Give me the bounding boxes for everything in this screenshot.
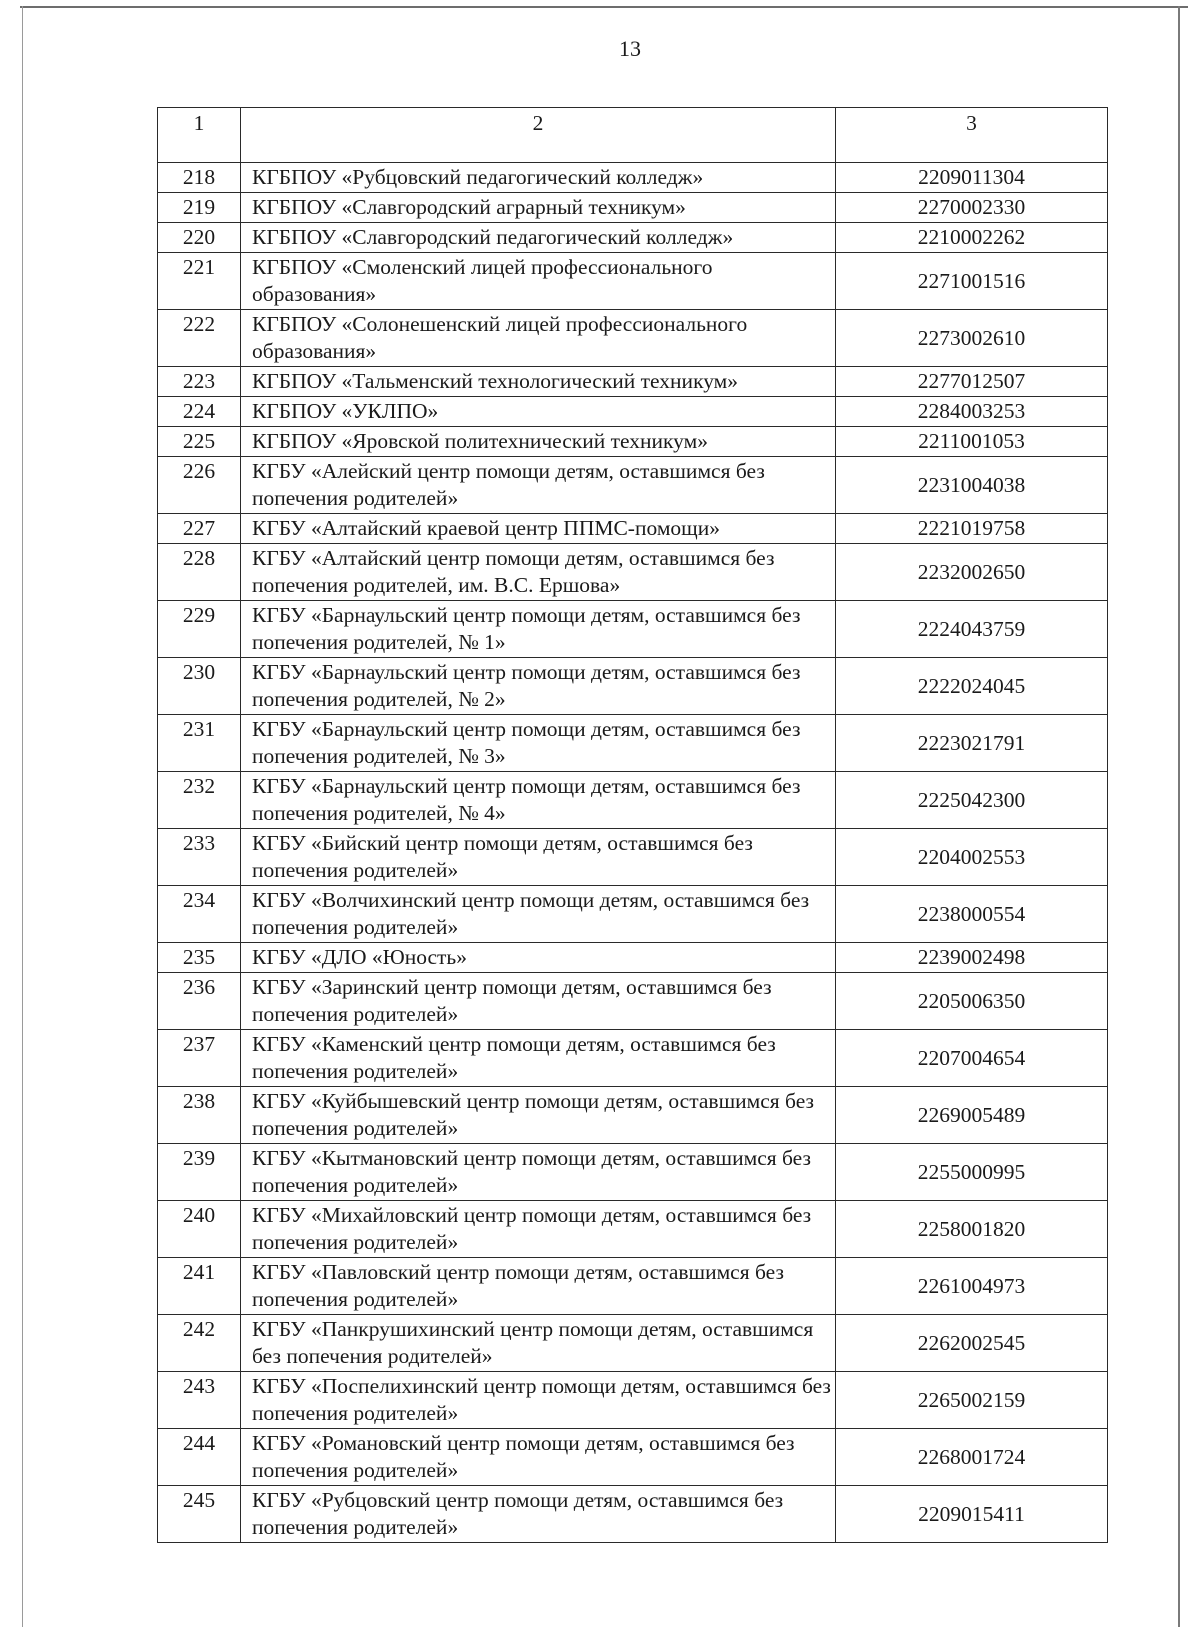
row-number-cell: 233 bbox=[158, 829, 241, 886]
inn-cell: 2271001516 bbox=[836, 253, 1108, 310]
inn-cell: 2209011304 bbox=[836, 163, 1108, 193]
table-row bbox=[158, 544, 1108, 601]
table-row bbox=[158, 1201, 1108, 1258]
column-header-name: 2 bbox=[241, 108, 836, 163]
inn-cell: 2207004654 bbox=[836, 1030, 1108, 1087]
inn-cell: 2269005489 bbox=[836, 1087, 1108, 1144]
table-row bbox=[158, 601, 1108, 658]
organization-name-cell: КГБПОУ «УКЛПО» bbox=[241, 397, 836, 427]
inn-cell: 2231004038 bbox=[836, 457, 1108, 514]
organization-name-cell: КГБУ «Барнаульский центр помощи детям, оставшимся без попечения родителей, № 1» bbox=[241, 601, 836, 658]
table-row bbox=[158, 367, 1108, 397]
inn-cell: 2210002262 bbox=[836, 223, 1108, 253]
row-number-cell: 227 bbox=[158, 514, 241, 544]
table-row bbox=[158, 772, 1108, 829]
table-row bbox=[158, 1258, 1108, 1315]
inn-cell: 2258001820 bbox=[836, 1201, 1108, 1258]
organization-name-cell: КГБПОУ «Яровской политехнический техникум» bbox=[241, 427, 836, 457]
organization-name-cell: КГБУ «Романовский центр помощи детям, оставшимся без попечения родителей» bbox=[241, 1429, 836, 1486]
table-row bbox=[158, 163, 1108, 193]
inn-cell: 2261004973 bbox=[836, 1258, 1108, 1315]
inn-cell: 2209015411 bbox=[836, 1486, 1108, 1543]
inn-cell: 2221019758 bbox=[836, 514, 1108, 544]
row-number-cell: 225 bbox=[158, 427, 241, 457]
inn-cell: 2211001053 bbox=[836, 427, 1108, 457]
table-row bbox=[158, 1486, 1108, 1543]
table-row bbox=[158, 193, 1108, 223]
organization-name-cell: КГБУ «Михайловский центр помощи детям, оставшимся без попечения родителей» bbox=[241, 1201, 836, 1258]
table-row bbox=[158, 1087, 1108, 1144]
organization-name-cell: КГБУ «Павловский центр помощи детям, оставшимся без попечения родителей» bbox=[241, 1258, 836, 1315]
row-number-cell: 219 bbox=[158, 193, 241, 223]
organization-name-cell: КГБУ «Алейский центр помощи детям, оставшимся без попечения родителей» bbox=[241, 457, 836, 514]
organization-name-cell: КГБУ «Волчихинский центр помощи детям, оставшимся без попечения родителей» bbox=[241, 886, 836, 943]
row-number-cell: 242 bbox=[158, 1315, 241, 1372]
inn-cell: 2224043759 bbox=[836, 601, 1108, 658]
inn-cell: 2239002498 bbox=[836, 943, 1108, 973]
inn-cell: 2205006350 bbox=[836, 973, 1108, 1030]
row-number-cell: 223 bbox=[158, 367, 241, 397]
inn-cell: 2262002545 bbox=[836, 1315, 1108, 1372]
inn-cell: 2273002610 bbox=[836, 310, 1108, 367]
row-number-cell: 238 bbox=[158, 1087, 241, 1144]
sheet-edge-top bbox=[20, 6, 1188, 8]
row-number-cell: 218 bbox=[158, 163, 241, 193]
organization-name-cell: КГБУ «Каменский центр помощи детям, оставшимся без попечения родителей» bbox=[241, 1030, 836, 1087]
inn-cell: 2255000995 bbox=[836, 1144, 1108, 1201]
inn-cell: 2284003253 bbox=[836, 397, 1108, 427]
table-row bbox=[158, 1144, 1108, 1201]
table-row bbox=[158, 1429, 1108, 1486]
row-number-cell: 222 bbox=[158, 310, 241, 367]
row-number-cell: 226 bbox=[158, 457, 241, 514]
organization-name-cell: КГБПОУ «Тальменский технологический техникум» bbox=[241, 367, 836, 397]
row-number-cell: 229 bbox=[158, 601, 241, 658]
row-number-cell: 224 bbox=[158, 397, 241, 427]
page-number: 13 bbox=[619, 36, 641, 61]
row-number-cell: 221 bbox=[158, 253, 241, 310]
table-row bbox=[158, 514, 1108, 544]
organization-name-cell: КГБУ «Поспелихинский центр помощи детям, оставшимся без попечения родителей» bbox=[241, 1372, 836, 1429]
inn-cell: 2232002650 bbox=[836, 544, 1108, 601]
column-header-number: 1 bbox=[158, 108, 241, 163]
organization-name-cell: КГБПОУ «Славгородский аграрный техникум» bbox=[241, 193, 836, 223]
organization-name-cell: КГБУ «Заринский центр помощи детям, оставшимся без попечения родителей» bbox=[241, 973, 836, 1030]
organization-name-cell: КГБУ «Барнаульский центр помощи детям, оставшимся без попечения родителей, № 3» bbox=[241, 715, 836, 772]
inn-cell: 2265002159 bbox=[836, 1372, 1108, 1429]
row-number-cell: 231 bbox=[158, 715, 241, 772]
table-row bbox=[158, 223, 1108, 253]
table-body bbox=[158, 163, 1108, 1543]
organization-name-cell: КГБУ «Рубцовский центр помощи детям, оставшимся без попечения родителей» bbox=[241, 1486, 836, 1543]
table-row bbox=[158, 397, 1108, 427]
table-row bbox=[158, 658, 1108, 715]
organization-name-cell: КГБУ «Алтайский центр помощи детям, оставшимся без попечения родителей, им. В.С. Ершова» bbox=[241, 544, 836, 601]
inn-cell: 2225042300 bbox=[836, 772, 1108, 829]
organization-name-cell: КГБУ «Куйбышевский центр помощи детям, оставшимся без попечения родителей» bbox=[241, 1087, 836, 1144]
organization-name-cell: КГБУ «Панкрушихинский центр помощи детям, оставшимся без попечения родителей» bbox=[241, 1315, 836, 1372]
organization-name-cell: КГБУ «Барнаульский центр помощи детям, оставшимся без попечения родителей, № 4» bbox=[241, 772, 836, 829]
sheet-edge-left bbox=[22, 6, 23, 1627]
row-number-cell: 237 bbox=[158, 1030, 241, 1087]
table-row bbox=[158, 886, 1108, 943]
row-number-cell: 245 bbox=[158, 1486, 241, 1543]
organization-name-cell: КГБУ «ДЛО «Юность» bbox=[241, 943, 836, 973]
organization-name-cell: КГБПОУ «Смоленский лицей профессионального образования» bbox=[241, 253, 836, 310]
inn-cell: 2238000554 bbox=[836, 886, 1108, 943]
inn-cell: 2277012507 bbox=[836, 367, 1108, 397]
row-number-cell: 239 bbox=[158, 1144, 241, 1201]
inn-cell: 2222024045 bbox=[836, 658, 1108, 715]
organization-name-cell: КГБПОУ «Рубцовский педагогический колледж» bbox=[241, 163, 836, 193]
row-number-cell: 244 bbox=[158, 1429, 241, 1486]
table-row bbox=[158, 943, 1108, 973]
inn-cell: 2268001724 bbox=[836, 1429, 1108, 1486]
table-row bbox=[158, 457, 1108, 514]
organization-name-cell: КГБУ «Кытмановский центр помощи детям, оставшимся без попечения родителей» bbox=[241, 1144, 836, 1201]
row-number-cell: 240 bbox=[158, 1201, 241, 1258]
table-row bbox=[158, 715, 1108, 772]
row-number-cell: 241 bbox=[158, 1258, 241, 1315]
organization-name-cell: КГБПОУ «Солонешенский лицей профессионального образования» bbox=[241, 310, 836, 367]
organizations-table bbox=[157, 107, 1108, 1543]
row-number-cell: 234 bbox=[158, 886, 241, 943]
table-row bbox=[158, 253, 1108, 310]
table-header-row bbox=[158, 108, 1108, 163]
row-number-cell: 220 bbox=[158, 223, 241, 253]
column-header-inn: 3 bbox=[836, 108, 1108, 163]
inn-cell: 2270002330 bbox=[836, 193, 1108, 223]
table-row bbox=[158, 427, 1108, 457]
table-row bbox=[158, 829, 1108, 886]
organization-name-cell: КГБУ «Барнаульский центр помощи детям, оставшимся без попечения родителей, № 2» bbox=[241, 658, 836, 715]
row-number-cell: 228 bbox=[158, 544, 241, 601]
row-number-cell: 232 bbox=[158, 772, 241, 829]
organization-name-cell: КГБУ «Алтайский краевой центр ППМС-помощи» bbox=[241, 514, 836, 544]
organization-name-cell: КГБПОУ «Славгородский педагогический колледж» bbox=[241, 223, 836, 253]
table-row bbox=[158, 973, 1108, 1030]
row-number-cell: 230 bbox=[158, 658, 241, 715]
row-number-cell: 236 bbox=[158, 973, 241, 1030]
inn-cell: 2204002553 bbox=[836, 829, 1108, 886]
organization-name-cell: КГБУ «Бийский центр помощи детям, оставшимся без попечения родителей» bbox=[241, 829, 836, 886]
table-row bbox=[158, 1030, 1108, 1087]
sheet-edge-right bbox=[1178, 6, 1180, 1627]
table-row bbox=[158, 1315, 1108, 1372]
table-row bbox=[158, 1372, 1108, 1429]
inn-cell: 2223021791 bbox=[836, 715, 1108, 772]
row-number-cell: 243 bbox=[158, 1372, 241, 1429]
row-number-cell: 235 bbox=[158, 943, 241, 973]
table-row bbox=[158, 310, 1108, 367]
